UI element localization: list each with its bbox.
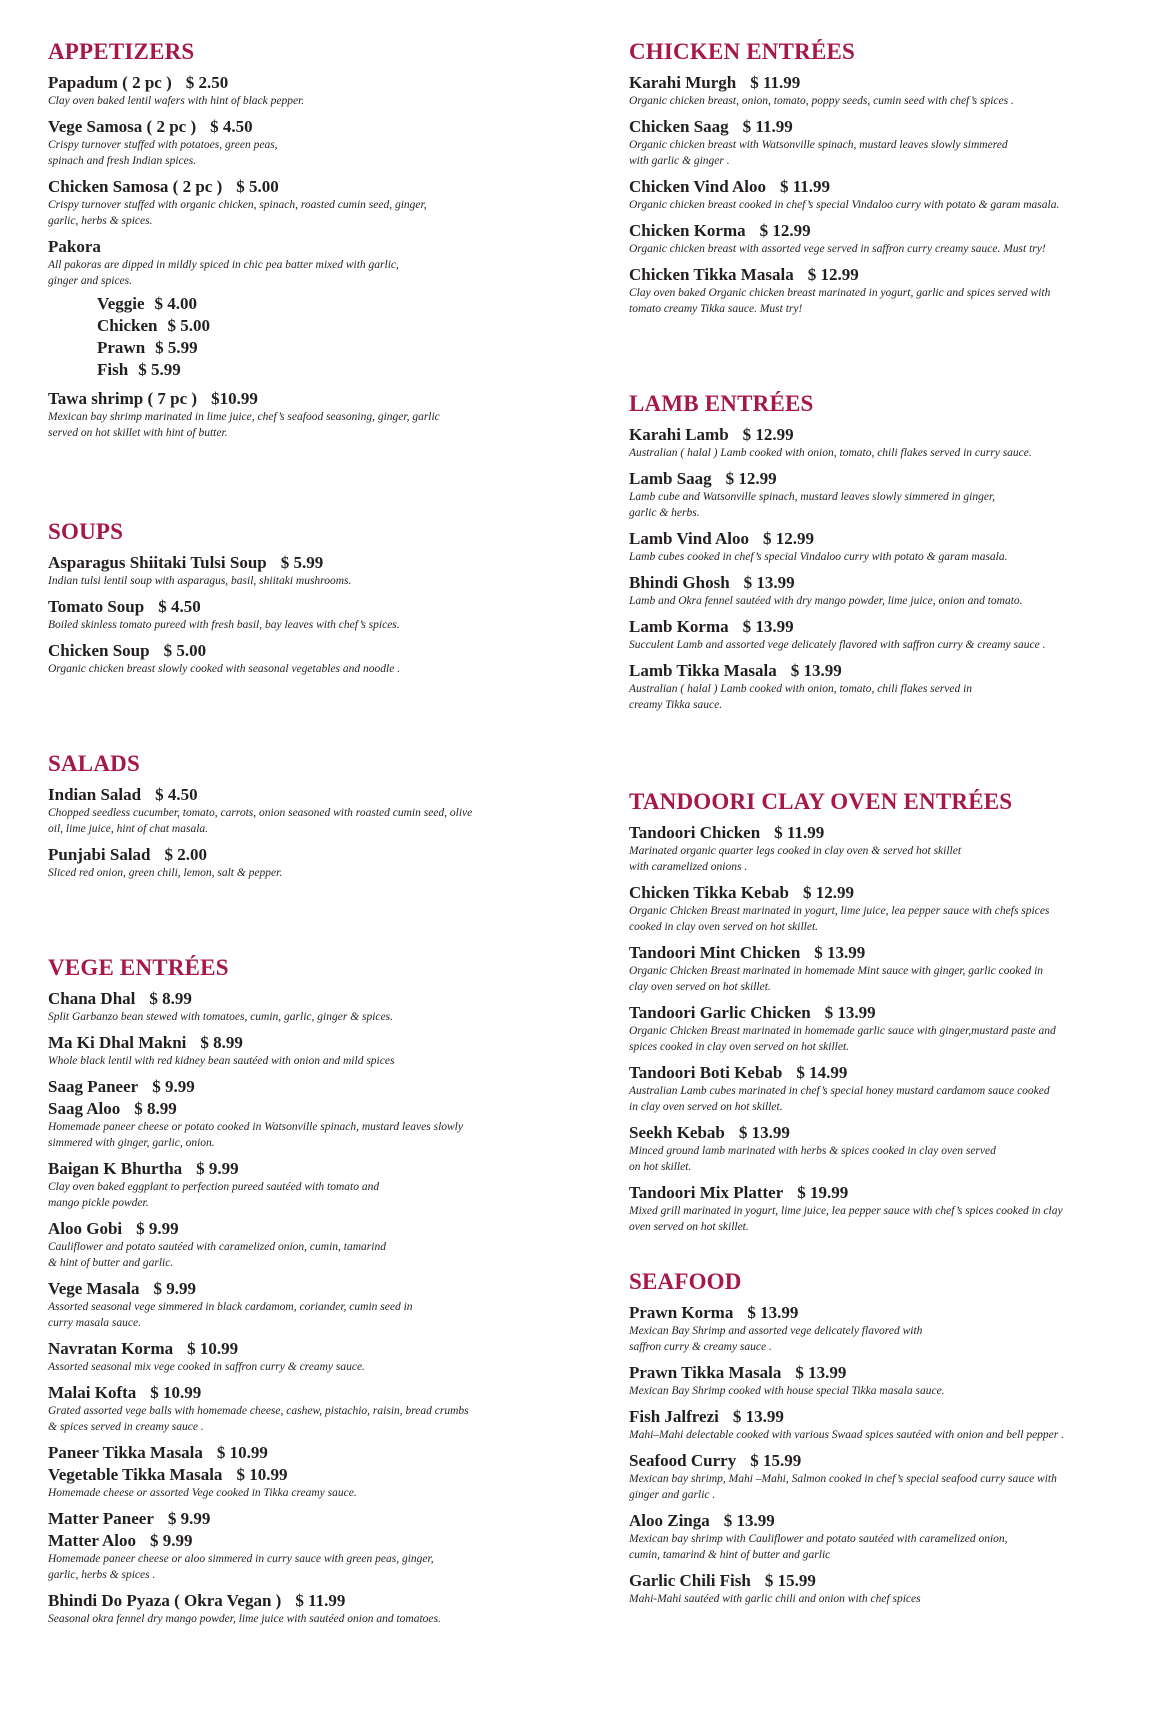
menu-item-price: $ 2.00 [164, 845, 208, 864]
menu-item [48, 988, 518, 1025]
menu-item-name: Seekh Kebab [629, 1123, 725, 1142]
menu-item-line [48, 552, 518, 573]
menu-item-price: $ 12.99 [763, 529, 814, 548]
menu-item-line [48, 640, 518, 661]
menu-item-description: Homemade paneer cheese or potato cooked in Watsonville spinach, mustard leaves slowly simmered with ginger, garlic, onion. [48, 1121, 463, 1149]
menu-item-line [48, 1530, 518, 1551]
menu-item-price: $ 15.99 [764, 1571, 816, 1590]
menu-item-description: Lamb and Okra fennel sautéed with dry mango powder, lime juice, onion and tomato. [629, 595, 1023, 607]
sub-item-name: Prawn [97, 338, 146, 357]
menu-item-description: Grated assorted vege balls with homemade cheese, cashew, pistachio, raisin, bread crumbs & spices served in creamy sauce . [48, 1405, 469, 1433]
menu-item-description: Clay oven baked eggplant to perfection pureed sautéed with tomato and mango pickle powder. [48, 1181, 380, 1209]
menu-section-appetizers [48, 38, 518, 448]
menu-item-name: Navratan Korma [48, 1339, 174, 1358]
menu-item-price: $ 12.99 [725, 469, 777, 488]
sub-item [97, 315, 518, 337]
menu-item [48, 1218, 518, 1271]
menu-item-line [48, 1076, 518, 1097]
menu-item [629, 220, 1119, 257]
menu-item-price: $ 11.99 [780, 177, 831, 196]
menu-item-line [48, 1338, 518, 1359]
section-title: SEAFOOD [629, 1269, 742, 1294]
menu-item-description: Organic Chicken Breast marinated in homemade Mint sauce with ginger, garlic cooked in clay oven served on hot skillet. [629, 965, 1044, 993]
menu-item-name: Garlic Chili Fish [629, 1571, 751, 1590]
sub-item-price: $ 5.00 [167, 316, 210, 335]
menu-item [48, 1098, 518, 1151]
menu-item-name: Lamb Vind Aloo [629, 529, 749, 548]
menu-item-price: $ 13.99 [795, 1363, 847, 1382]
menu-item-name: Fish Jalfrezi [629, 1407, 719, 1426]
menu-item-name: Asparagus Shiitaki Tulsi Soup [48, 553, 267, 572]
menu-item-line [629, 1450, 1119, 1471]
menu-item-name: Chicken Vind Aloo [629, 177, 766, 196]
menu-item [629, 1122, 1119, 1175]
menu-item-description: Australian Lamb cubes marinated in chef’s special honey mustard cardamom sauce cooked in clay oven served on hot skillet. [629, 1085, 1050, 1113]
section-title: TANDOORI CLAY OVEN ENTRÉES [629, 789, 1013, 814]
menu-item-line [48, 1218, 518, 1239]
menu-item-description: Crispy turnover stuffed with potatoes, green peas, spinach and fresh Indian spices. [48, 139, 278, 167]
sub-item-name: Chicken [97, 316, 158, 335]
menu-item-line [629, 220, 1119, 241]
menu-item [629, 660, 1119, 713]
menu-item-description: Marinated organic quarter legs cooked in clay oven & served hot skillet with caramelized onions . [629, 845, 962, 873]
menu-item-name: Lamb Saag [629, 469, 712, 488]
menu-item-line [629, 468, 1119, 489]
menu-item-name: Tandoori Boti Kebab [629, 1063, 783, 1082]
menu-item [48, 1464, 518, 1501]
menu-item-line [629, 1362, 1119, 1383]
menu-item-line [48, 844, 518, 865]
menu-item [629, 424, 1119, 461]
sub-item-name: Fish [97, 360, 129, 379]
menu-item-name: Vege Masala [48, 1279, 140, 1298]
menu-item-description: Clay oven baked Organic chicken breast marinated in yogurt, garlic and spices served with tomato creamy Tikka sauce. Must try! [629, 287, 1051, 315]
menu-item-line [629, 176, 1119, 197]
menu-item-price: $ 11.99 [742, 117, 793, 136]
menu-item-line [629, 1182, 1119, 1203]
menu-item-description: Sliced red onion, green chili, lemon, salt & pepper. [48, 867, 283, 879]
menu-item-line [629, 1302, 1119, 1323]
menu-item-name: Chana Dhal [48, 989, 136, 1008]
menu-item-description: Whole black lentil with red kidney bean sautéed with onion and mild spices [48, 1055, 395, 1067]
menu-item-description: Boiled skinless tomato pureed with fresh basil, bay leaves with chef’s spices. [48, 619, 400, 631]
menu-item [48, 176, 518, 229]
menu-item-description: Assorted seasonal mix vege cooked in saffron curry & creamy sauce. [48, 1361, 365, 1373]
menu-item [629, 1510, 1119, 1563]
menu-item [48, 1338, 518, 1375]
menu-item [629, 1570, 1119, 1607]
menu-item-price: $ 9.99 [196, 1159, 239, 1178]
menu-item-name: Tandoori Mint Chicken [629, 943, 801, 962]
menu-item-name: Punjabi Salad [48, 845, 151, 864]
menu-item-name: Chicken Saag [629, 117, 729, 136]
menu-item-line [48, 596, 518, 617]
menu-item [629, 1062, 1119, 1115]
menu-item-price: $ 12.99 [759, 221, 811, 240]
menu-item-price: $ 12.99 [807, 265, 859, 284]
menu-item-price: $ 13.99 [738, 1123, 790, 1142]
menu-item-description: Organic Chicken Breast marinated in homemade garlic sauce with ginger,mustard paste and spices cooked in clay oven served on hot skillet. [629, 1025, 1056, 1053]
sub-item [97, 337, 518, 359]
menu-item-price: $ 15.99 [750, 1451, 802, 1470]
menu-item [48, 116, 518, 169]
menu-item-description: Crispy turnover stuffed with organic chicken, spinach, roasted cumin seed, ginger, garlic, herbs & spices. [48, 199, 427, 227]
menu-item-description: Assorted seasonal vege simmered in black cardamom, coriander, cumin seed in curry masala sauce. [48, 1301, 413, 1329]
menu-item [629, 942, 1119, 995]
section-title: SOUPS [48, 519, 124, 544]
menu-item-price: $ 13.99 [814, 943, 866, 962]
menu-item-price: $10.99 [211, 389, 258, 408]
menu-item-description: Indian tulsi lentil soup with asparagus, basil, shiitaki mushrooms. [48, 575, 352, 587]
menu-item-description: Clay oven baked lentil wafers with hint of black pepper. [48, 95, 305, 107]
menu-item-name: Pakora [48, 237, 101, 256]
menu-item [48, 1590, 518, 1627]
menu-item [629, 528, 1119, 565]
menu-item-price: $ 8.99 [149, 989, 192, 1008]
menu-item [48, 72, 518, 109]
menu-item-name: Paneer Tikka Masala [48, 1443, 203, 1462]
menu-item [48, 1032, 518, 1069]
menu-item-description: Mixed grill marinated in yogurt, lime juice, lea pepper sauce with chef’s spices cooked in clay oven served on hot skillet. [629, 1205, 1063, 1233]
menu-item-description: Homemade paneer cheese or aloo simmered in curry sauce with green peas, ginger, garlic, herbs & spices . [48, 1553, 434, 1581]
menu-item [48, 1076, 518, 1097]
menu-item-line [48, 1032, 518, 1053]
menu-item-price: $ 13.99 [732, 1407, 784, 1426]
menu-item-price: $ 5.00 [163, 641, 207, 660]
menu-item-line [629, 942, 1119, 963]
menu-item-price: $ 9.99 [149, 1531, 193, 1550]
menu-item-price: $ 10.99 [187, 1339, 239, 1358]
section-title: LAMB ENTRÉES [629, 391, 814, 416]
menu-item-line [48, 1278, 518, 1299]
menu-item [48, 1382, 518, 1435]
menu-item [48, 1530, 518, 1583]
menu-item-price: $ 2.50 [185, 73, 229, 92]
menu-item [48, 784, 518, 837]
menu-item-name: Aloo Zinga [629, 1511, 710, 1530]
menu-item-line [629, 1510, 1119, 1531]
menu-item-description: Organic chicken breast cooked in chef’s special Vindaloo curry with potato & garam masala. [629, 199, 1060, 211]
menu-item-line [629, 1406, 1119, 1427]
sub-item [97, 359, 518, 381]
menu-item-description: Cauliflower and potato sautéed with caramelized onion, cumin, tamarind & hint of butter and garlic. [48, 1241, 386, 1269]
menu-section-lamb-entr-es [629, 390, 1119, 720]
menu-item-name: Tawa shrimp ( 7 pc ) [48, 389, 198, 408]
menu-item-description: Minced ground lamb marinated with herbs & spices cooked in clay oven served on hot skillet. [629, 1145, 996, 1173]
menu-item-line [48, 1098, 518, 1119]
menu-item-name: Matter Aloo [48, 1531, 136, 1550]
menu-item-description: Organic chicken breast with assorted vege served in saffron curry creamy sauce. Must try! [629, 243, 1046, 255]
menu-item-name: Matter Paneer [48, 1509, 154, 1528]
menu-item [629, 822, 1119, 875]
menu-item-line [629, 1002, 1119, 1023]
menu-item-description: Chopped seedless cucumber, tomato, carrots, onion seasoned with roasted cumin seed, olive oil, lime juice, hint of chat masala. [48, 807, 473, 835]
menu-item-price: $ 8.99 [134, 1099, 177, 1118]
menu-item-line [48, 1464, 518, 1485]
menu-item-description: Organic chicken breast with Watsonville spinach, mustard leaves slowly simmered with garlic & ginger . [629, 139, 1008, 167]
menu-item-description: Mexican Bay Shrimp cooked with house special Tikka masala sauce. [629, 1385, 945, 1397]
menu-item-description: Australian ( halal ) Lamb cooked with onion, tomato, chili flakes served in curry sauce. [629, 447, 1032, 459]
menu-item-name: Baigan K Bhurtha [48, 1159, 183, 1178]
menu-item [629, 1302, 1119, 1355]
menu-item-price: $ 5.00 [236, 177, 279, 196]
menu-item [629, 572, 1119, 609]
menu-item-name: Tandoori Chicken [629, 823, 761, 842]
menu-item-price: $ 10.99 [236, 1465, 288, 1484]
menu-item-description: Mahi-Mahi sautéed with garlic chili and onion with chef spices [629, 1593, 921, 1605]
menu-item-description: Seasonal okra fennel dry mango powder, lime juice with sautéed onion and tomatoes. [48, 1613, 441, 1625]
menu-item-description: Organic chicken breast, onion, tomato, poppy seeds, cumin seed with chef’s spices . [629, 95, 1014, 107]
menu-item-line [629, 1062, 1119, 1083]
menu-item-line [48, 176, 518, 197]
menu-item [629, 616, 1119, 653]
menu-item-name: Saag Aloo [48, 1099, 121, 1118]
menu-item [48, 552, 518, 589]
sub-item-list [48, 293, 518, 381]
menu-item-price: $ 8.99 [200, 1033, 243, 1052]
sub-item-name: Veggie [97, 294, 145, 313]
menu-item-price: $ 19.99 [797, 1183, 849, 1202]
menu-item-line [629, 616, 1119, 637]
menu-item-description: Mexican bay shrimp with Cauliflower and potato sautéed with caramelized onion, cumin, tamarind & hint of butter and garlic [629, 1533, 1008, 1561]
menu-item-line [48, 72, 518, 93]
menu-item-description: Mexican Bay Shrimp and assorted vege delicately flavored with saffron curry & creamy sauce . [629, 1325, 923, 1353]
menu-item-name: Chicken Korma [629, 221, 746, 240]
menu-section-chicken-entr-es [629, 38, 1119, 324]
menu-item-name: Ma Ki Dhal Makni [48, 1033, 187, 1052]
menu-item [629, 72, 1119, 109]
menu-item-name: Indian Salad [48, 785, 142, 804]
menu-item-price: $ 10.99 [150, 1383, 202, 1402]
menu-item-description: Organic Chicken Breast marinated in yogurt, lime juice, lea pepper sauce with chefs spices cooked in clay oven served on hot skillet. [629, 905, 1050, 933]
menu-item-price: $ 13.99 [723, 1511, 775, 1530]
menu-item-price: $ 13.99 [790, 661, 842, 680]
menu-item-name: Vegetable Tikka Masala [48, 1465, 223, 1484]
menu-item [629, 468, 1119, 521]
menu-item-line [48, 1508, 518, 1529]
menu-item-line [629, 264, 1119, 285]
menu-item-price: $ 13.99 [742, 617, 794, 636]
menu-item-line [48, 236, 518, 257]
menu-item [48, 388, 518, 441]
menu-item [48, 1278, 518, 1331]
menu-item-description: Lamb cube and Watsonville spinach, mustard leaves slowly simmered in ginger, garlic & herbs. [629, 491, 996, 519]
section-title: SALADS [48, 751, 140, 776]
menu-item-line [629, 882, 1119, 903]
menu-item [48, 844, 518, 881]
menu-item-price: $ 10.99 [216, 1443, 268, 1462]
menu-section-seafood [629, 1268, 1119, 1614]
menu-item-description: Homemade cheese or assorted Vege cooked in Tikka creamy sauce. [48, 1487, 357, 1499]
sub-item-price: $ 4.00 [154, 294, 198, 313]
menu-item-description: Split Garbanzo bean stewed with tomatoes, cumin, garlic, ginger & spices. [48, 1011, 393, 1023]
menu-item-price: $ 9.99 [153, 1279, 196, 1298]
menu-item [48, 1158, 518, 1211]
menu-item-price: $ 12.99 [742, 425, 794, 444]
menu-item-description: All pakoras are dipped in mildly spiced in chic pea batter mixed with garlic, ginger and spices. [48, 259, 399, 287]
menu-item-name: Papadum ( 2 pc ) [48, 73, 172, 92]
menu-item-line [629, 116, 1119, 137]
menu-item-price: $ 4.50 [210, 117, 253, 136]
menu-item-name: Chicken Soup [48, 641, 150, 660]
menu-item-name: Tandoori Mix Platter [629, 1183, 784, 1202]
menu-item [629, 264, 1119, 317]
menu-item-line [48, 388, 518, 409]
menu-item [629, 1182, 1119, 1235]
menu-item-line [48, 1158, 518, 1179]
menu-item-price: $ 9.99 [167, 1509, 211, 1528]
section-title: APPETIZERS [48, 39, 195, 64]
menu-item-price: $ 4.50 [155, 785, 198, 804]
menu-item [629, 1362, 1119, 1399]
menu-item-name: Malai Kofta [48, 1383, 137, 1402]
menu-item-price: $ 4.50 [158, 597, 201, 616]
menu-item-line [48, 784, 518, 805]
menu-item-description: Australian ( halal ) Lamb cooked with onion, tomato, chili flakes served in creamy Tikka sauce. [629, 683, 973, 711]
menu-section-vege-entr-es [48, 954, 518, 1634]
menu-item-name: Prawn Tikka Masala [629, 1363, 782, 1382]
menu-item-price: $ 12.99 [803, 883, 854, 902]
menu-item-line [48, 1442, 518, 1463]
menu-item [629, 116, 1119, 169]
menu-item-line [629, 528, 1119, 549]
menu-item-name: Lamb Korma [629, 617, 729, 636]
menu-item-name: Aloo Gobi [48, 1219, 123, 1238]
menu-item-price: $ 13.99 [824, 1003, 876, 1022]
menu-item-name: Karahi Lamb [629, 425, 729, 444]
menu-item-name: Karahi Murgh [629, 73, 737, 92]
menu-item-price: $ 9.99 [152, 1077, 195, 1096]
menu-item-name: Bhindi Ghosh [629, 573, 730, 592]
menu-item-line [629, 822, 1119, 843]
menu-item [629, 1406, 1119, 1443]
menu-item-line [629, 572, 1119, 593]
menu-item-line [629, 424, 1119, 445]
menu-item-line [629, 1570, 1119, 1591]
menu-section-tandoori-clay-oven-entr-es [629, 788, 1119, 1242]
menu-item-name: Saag Paneer [48, 1077, 139, 1096]
menu-item-name: Seafood Curry [629, 1451, 737, 1470]
menu-item-price: $ 11.99 [295, 1591, 346, 1610]
menu-item [48, 640, 518, 677]
menu-item-line [48, 1590, 518, 1611]
menu-item-price: $ 5.99 [280, 553, 324, 572]
menu-item-price: $ 14.99 [796, 1063, 848, 1082]
menu-item-price: $ 11.99 [774, 823, 825, 842]
menu-item-name: Chicken Tikka Kebab [629, 883, 789, 902]
menu-section-soups [48, 518, 518, 684]
menu-item-description: Mexican bay shrimp, Mahi –Mahi, Salmon cooked in chef’s special seafood curry sauce with ginger and garlic . [629, 1473, 1057, 1501]
menu-item-name: Tandoori Garlic Chicken [629, 1003, 811, 1022]
menu-section-salads [48, 750, 518, 888]
section-title: VEGE ENTRÉES [48, 955, 229, 980]
menu-item [629, 1002, 1119, 1055]
sub-item-price: $ 5.99 [155, 338, 198, 357]
menu-item-line [48, 988, 518, 1009]
menu-item-name: Chicken Samosa ( 2 pc ) [48, 177, 223, 196]
menu-item [629, 176, 1119, 213]
menu-item-description: Lamb cubes cooked in chef’s special Vindaloo curry with potato & garam masala. [629, 551, 1008, 563]
menu-item-name: Bhindi Do Pyaza ( Okra Vegan ) [48, 1591, 282, 1610]
menu-item-price: $ 9.99 [136, 1219, 179, 1238]
sub-item [97, 293, 518, 315]
menu-item-name: Tomato Soup [48, 597, 145, 616]
menu-item-description: Mahi–Mahi delectable cooked with various Swaad spices sautéed with onion and bell pepper . [629, 1429, 1065, 1441]
menu-item-line [629, 660, 1119, 681]
sub-item-price: $ 5.99 [138, 360, 181, 379]
menu-item-line [48, 1382, 518, 1403]
menu-item-name: Chicken Tikka Masala [629, 265, 794, 284]
menu-item-line [48, 116, 518, 137]
menu-item-name: Lamb Tikka Masala [629, 661, 777, 680]
menu-item-line [629, 1122, 1119, 1143]
menu-item-description: Succulent Lamb and assorted vege delicately flavored with saffron curry & creamy sauce . [629, 639, 1046, 651]
menu-item [48, 1508, 518, 1529]
menu-item-name: Prawn Korma [629, 1303, 734, 1322]
menu-item-description: Organic chicken breast slowly cooked with seasonal vegetables and noodle . [48, 663, 401, 675]
menu-item [48, 1442, 518, 1463]
menu-item-price: $ 13.99 [747, 1303, 799, 1322]
menu-item-price: $ 13.99 [743, 573, 795, 592]
section-title: CHICKEN ENTRÉES [629, 39, 856, 64]
menu-item [48, 236, 518, 381]
menu-item-description: Mexican bay shrimp marinated in lime juice, chef’s seafood seasoning, ginger, garlic served on hot skillet with hint of butter. [48, 411, 440, 439]
menu-item-line [629, 72, 1119, 93]
menu-item [629, 882, 1119, 935]
menu-item-price: $ 11.99 [750, 73, 801, 92]
menu-item [629, 1450, 1119, 1503]
menu-item [48, 596, 518, 633]
menu-item-name: Vege Samosa ( 2 pc ) [48, 117, 197, 136]
